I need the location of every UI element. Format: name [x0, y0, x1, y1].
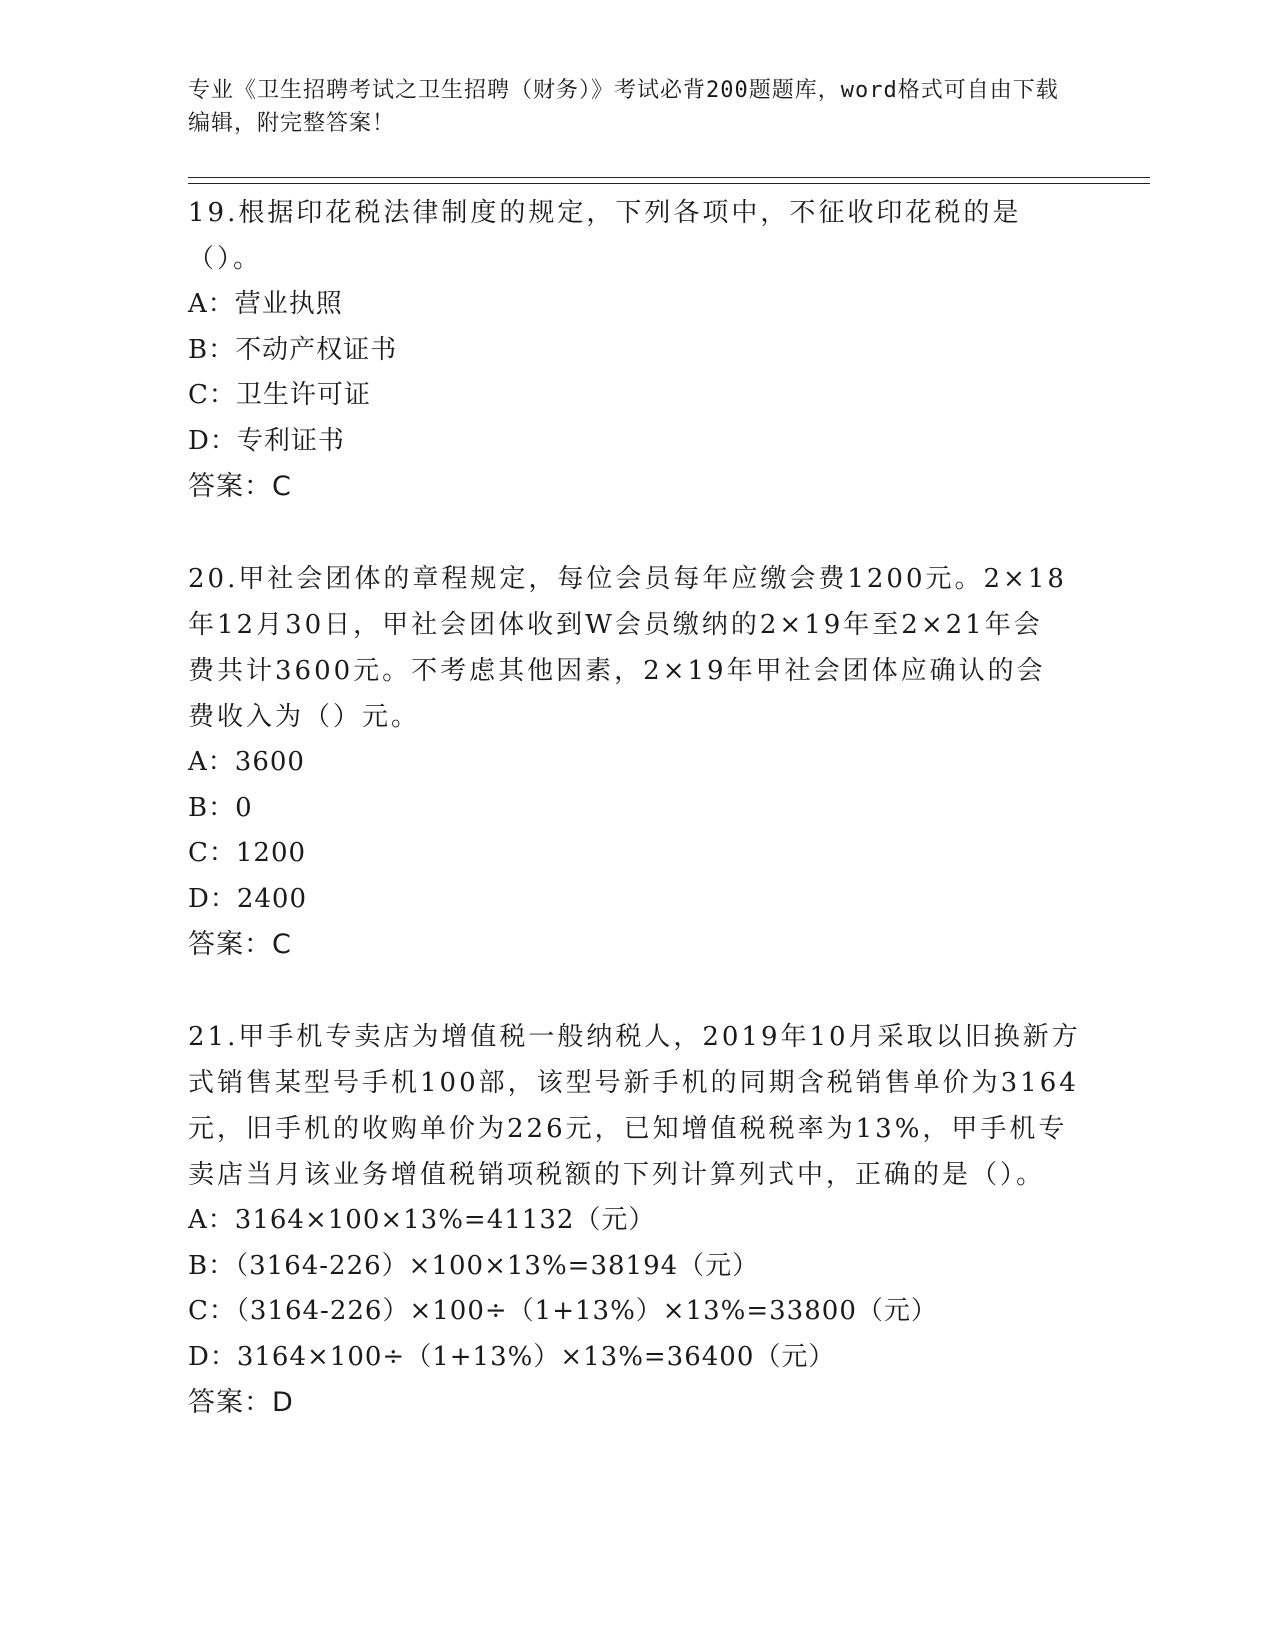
document-header — [188, 74, 1068, 140]
option-a: A：3164×100×13%=41132（元） — [188, 1205, 656, 1235]
option-a: A：3600 — [188, 747, 305, 777]
option-b: B：（3164-226）×100×13%=38194（元） — [188, 1250, 760, 1281]
option-c: C：1200 — [188, 838, 307, 868]
question-item — [188, 190, 1088, 510]
question-item — [188, 556, 1088, 968]
header-divider-bottom — [188, 183, 1150, 184]
question-item — [188, 1014, 1088, 1426]
option-d: D：3164×100÷（1+13%）×13%=36400（元） — [188, 1341, 836, 1372]
answer-text: 答案：C — [188, 929, 292, 960]
question-text: 21.甲手机专卖店为增值税一般纳税人，2019年10月采取以旧换新方式销售某型号手机100部，该型号新手机的同期含税销售单价为3164元，旧手机的收购单价为226元，已知增值税税率为13%，甲手机专卖店当月该业务增值税销项税额的下列计算列式中，正确的是（）。 — [188, 1022, 1081, 1190]
header-divider-top — [188, 177, 1150, 178]
option-d: D：2400 — [188, 883, 308, 914]
header-intro-text: 专业《卫生招聘考试之卫生招聘（财务）》考试必背200题题库，word格式可自由下载编辑，附完整答案！ — [188, 78, 1059, 136]
question-text: 19.根据印花税法律制度的规定，下列各项中，不征收印花税的是（）。 — [188, 198, 1022, 274]
option-d: D：专利证书 — [188, 425, 345, 456]
option-a: A：营业执照 — [188, 289, 343, 319]
question-list — [188, 190, 1088, 1472]
option-b: B：不动产权证书 — [188, 334, 398, 365]
question-text: 20.甲社会团体的章程规定，每位会员每年应缴会费1200元。2×18年12月30日，甲社会团体收到W会员缴纳的2×19年至2×21年会费共计3600元。不考虑其他因素，2×19年甲社会团体应确认的会费收入为（）元。 — [188, 564, 1067, 732]
option-c: C：（3164-226）×100÷（1+13%）×13%=33800（元） — [188, 1296, 938, 1326]
answer-text: 答案：D — [188, 1387, 294, 1418]
answer-text: 答案：C — [188, 471, 292, 502]
option-c: C：卫生许可证 — [188, 380, 371, 410]
option-b: B：0 — [188, 792, 253, 823]
